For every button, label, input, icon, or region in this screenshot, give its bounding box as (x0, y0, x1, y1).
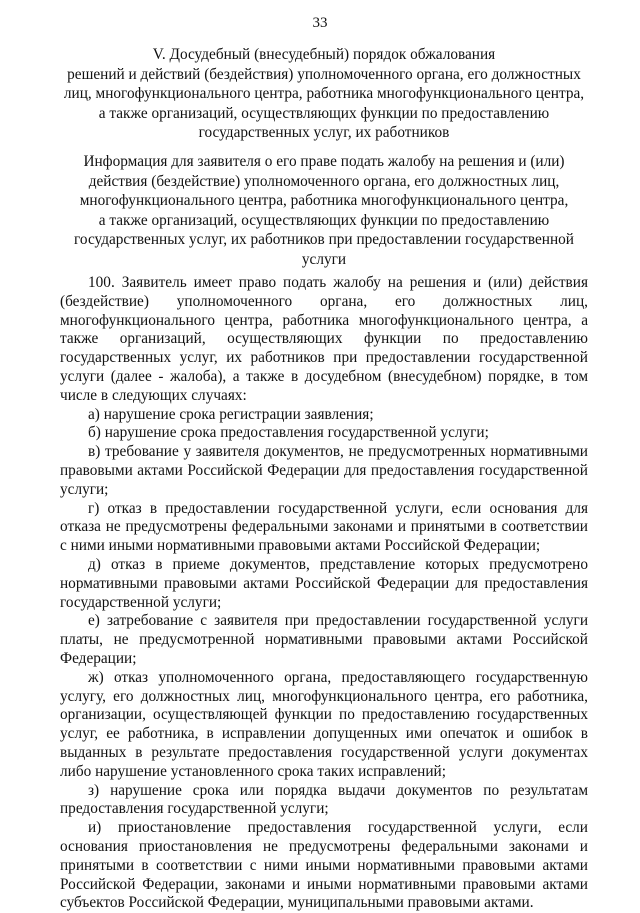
list-item-zh: организации, осуществляющей функции по предоставлению государственных (60, 706, 588, 724)
list-item-g: отказа не предусмотрены федеральными законами и принятыми в соответствии (60, 518, 588, 536)
section-title-line: V. Досудебный (внесудебный) порядок обжалования (152, 46, 496, 63)
section-title-line: а также организаций, осуществляющих функции по предоставлению (98, 104, 550, 122)
list-item-i: основания приостановления не предусмотрены федеральными законами и (60, 837, 588, 855)
section-title-line: государственных услуг, их работников (198, 124, 450, 141)
list-item-e: Федерации; (60, 649, 137, 667)
list-item-e: платы, не предусмотренной нормативными правовыми актами Российской (60, 631, 588, 649)
list-item-d: д) отказ в приеме документов, представление которых предусмотрено (88, 555, 588, 573)
page-number: 33 (312, 15, 328, 31)
list-item-i: субъектов Российской Федерации, муниципальными правовыми актами. (60, 894, 534, 912)
body-text (60, 274, 588, 913)
paragraph-100-line: государственных услуг, их работников при предоставлении государственной (60, 349, 588, 367)
paragraph-100-line: также организаций, осуществляющих функции по предоставлению (60, 330, 588, 348)
list-item-e: е) затребование с заявителя при предоставлении государственной услуги (88, 612, 588, 630)
list-item-zh: услугу, его должностных лиц, многофункционального центра, его работника, (60, 687, 588, 705)
list-item-d: государственной услуги; (60, 593, 222, 611)
paragraph-100-line: услуги (далее - жалоба), а также в досудебном (внесудебном) порядке, в том (60, 367, 588, 385)
section-title-line: лиц, многофункционального центра, работника многофункционального центра, (63, 85, 585, 102)
list-item-b: б) нарушение срока предоставления государственной услуги; (88, 424, 489, 442)
list-item-zh: ж) отказ уполномоченного органа, предоставляющего государственную (88, 668, 588, 686)
info-heading (60, 152, 588, 269)
paragraph-100-line: числе в следующих случаях: (60, 386, 247, 404)
list-item-z: з) нарушение срока или порядка выдачи документов по результатам (88, 781, 588, 799)
info-heading-line: а также организаций, осуществляющих функции по предоставлению (98, 211, 550, 229)
list-item-z: предоставления государственной услуги; (60, 800, 329, 818)
list-item-v: услуги; (60, 480, 109, 498)
list-item-zh: выданных в результате предоставления государственной услуги документах (60, 743, 588, 761)
list-item-a: а) нарушение срока регистрации заявления; (88, 405, 374, 423)
info-heading-line: многофункционального центра, работника многофункционального центра, (79, 192, 569, 209)
paragraph-100-line: 100. Заявитель имеет право подать жалобу на решения и (или) действия (88, 274, 588, 291)
list-item-v: в) требование у заявителя документов, не предусмотренных нормативными (88, 443, 588, 461)
list-item-zh: услуг, ее работника, в исправлении допущенных ими опечаток и ошибок в (60, 725, 588, 743)
info-heading-line: действия (бездействие) уполномоченного органа, его должностных лиц, (88, 172, 560, 190)
list-item-i: принятыми в соответствии с ними иными нормативными правовыми актами (60, 856, 588, 874)
list-item-g: с ними иными нормативными правовыми актами Российской Федерации; (60, 537, 541, 555)
section-title (60, 45, 588, 143)
paragraph-100-line: многофункционального центра, работника многофункционального центра, а (60, 311, 588, 329)
list-item-i: и) приостановление предоставления государственной услуги, если (88, 819, 588, 837)
list-item-v: правовыми актами Российской Федерации для предоставления государственной (60, 461, 588, 479)
list-item-i: Российской Федерации, законами и иными нормативными правовыми актами (60, 875, 588, 893)
list-item-d: нормативными правовыми актами Российской Федерации для предоставления (60, 574, 588, 592)
list-item-g: г) отказ в предоставлении государственной услуги, если основания для (88, 499, 588, 517)
list-item-zh: либо нарушение установленного срока таких исправлений; (60, 762, 446, 780)
info-heading-line: государственных услуг, их работников при предоставлении государственной (74, 231, 574, 248)
info-heading-line: Информация для заявителя о его праве подать жалобу на решения и (или) (83, 153, 565, 170)
paragraph-100-line: (бездействие) уполномоченного органа, его должностных лиц, (60, 292, 588, 310)
section-title-line: решений и действий (бездействия) уполномоченного органа, его должностных (67, 65, 581, 83)
info-heading-line: услуги (301, 250, 347, 268)
